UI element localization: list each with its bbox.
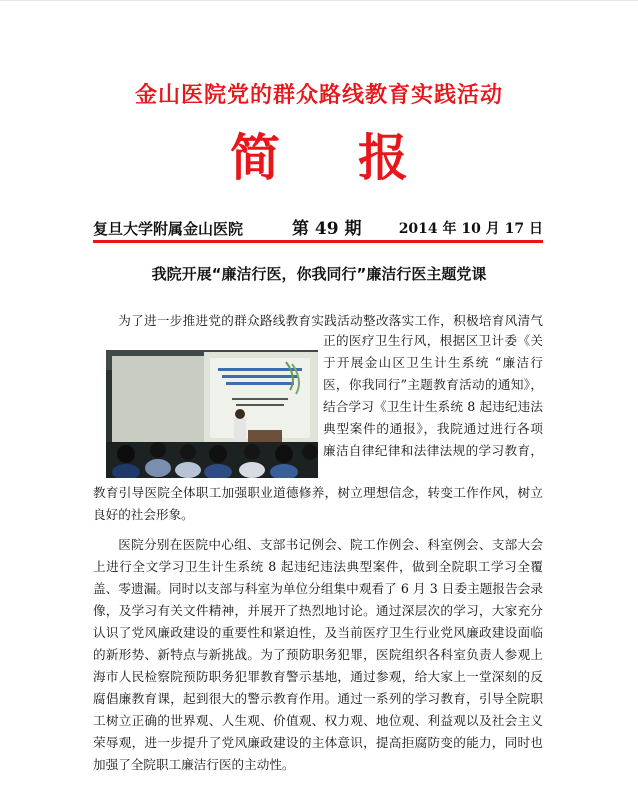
article-headline: 我院开展“廉洁行医，你我同行”廉洁行医主题党课	[151, 265, 487, 283]
text-line: 腐倡廉教育课，起到很大的警示教育作用。通过一系列的学习教育，引导全院职	[93, 691, 543, 706]
title-char-1: 简	[230, 128, 280, 187]
paragraph-1-tail	[93, 482, 543, 526]
lecture-photo-illustration	[106, 350, 318, 478]
issue-info-row	[93, 214, 543, 240]
top-border	[0, 0, 638, 1]
text-line: 加强了全院职工廉洁行医的主动性。	[93, 757, 295, 772]
paragraph-2	[93, 534, 543, 776]
text-line: 医，你我同行”主题教育活动的通知》，	[323, 377, 543, 392]
newsletter-title	[0, 128, 638, 188]
text-line: 教育引导医院全体职工加强职业道德修养，树立理想信念，转变工作作风，树立	[93, 485, 543, 500]
paragraph-1-wrap-column	[323, 330, 543, 462]
text-line: 医院分别在医院中心组、支部书记例会、院工作例会、科室例会、支部大会	[118, 537, 543, 552]
lecture-photo	[106, 350, 318, 478]
issue-date: 2014 年 10 月 17 日	[398, 221, 543, 237]
text-line: 典型案件的通报》，我院通过进行各项	[323, 421, 543, 436]
text-line: 上进行全文学习卫生计生系统 8 起违纪违法典型案件，做到全院职工学习全覆	[93, 559, 543, 574]
text-line: 廉洁自律纪律和法律法规的学习教育，	[323, 443, 543, 458]
text-line: 像，及学习有关文件精神，并展开了热烈地讨论。通过深层次的学习，大家充分	[93, 603, 543, 618]
text-line: 良好的社会形象。	[93, 507, 194, 522]
text-line: 的新形势、新特点与新挑战。为了预防职务犯罪，医院组织各科室负责人参观上	[93, 647, 543, 662]
text-line: 工树立正确的世界观、人生观、价值观、权力观、地位观、利益观以及社会主义	[93, 713, 543, 728]
text-line: 正的医疗卫生行风，根据区卫计委《关	[323, 333, 543, 348]
text-line: 海市人民检察院预防职务犯罪教育警示基地，通过参观，给大家上一堂深刻的反	[93, 669, 543, 684]
text-line: 盖、零遗漏。同时以支部与科室为单位分组集中观看了 6 月 3 日委主题报告会录	[93, 581, 543, 596]
org-title: 金山医院党的群众路线教育实践活动	[134, 83, 503, 108]
paragraph-1-first-line	[93, 310, 543, 332]
hospital-name: 复旦大学附属金山医院	[93, 220, 244, 238]
text-line: 认识了党风廉政建设的重要性和紧迫性，及当前医疗卫生行业党风廉政建设面临	[93, 625, 543, 640]
red-divider	[93, 240, 543, 243]
issue-number: 第 49 期	[292, 219, 362, 239]
text-line: 结合学习《卫生计生系统 8 起违纪违法	[323, 399, 543, 414]
text-line: 于开展金山区卫生计生系统 “廉洁行	[323, 355, 543, 370]
text-line: 为了进一步推进党的群众路线教育实践活动整改落实工作，积极培育风清气	[118, 313, 543, 328]
text-line: 荣辱观，进一步提升了党风廉政建设的主体意识，提高拒腐防变的能力，同时也	[93, 735, 543, 750]
title-char-2: 报	[358, 128, 408, 187]
